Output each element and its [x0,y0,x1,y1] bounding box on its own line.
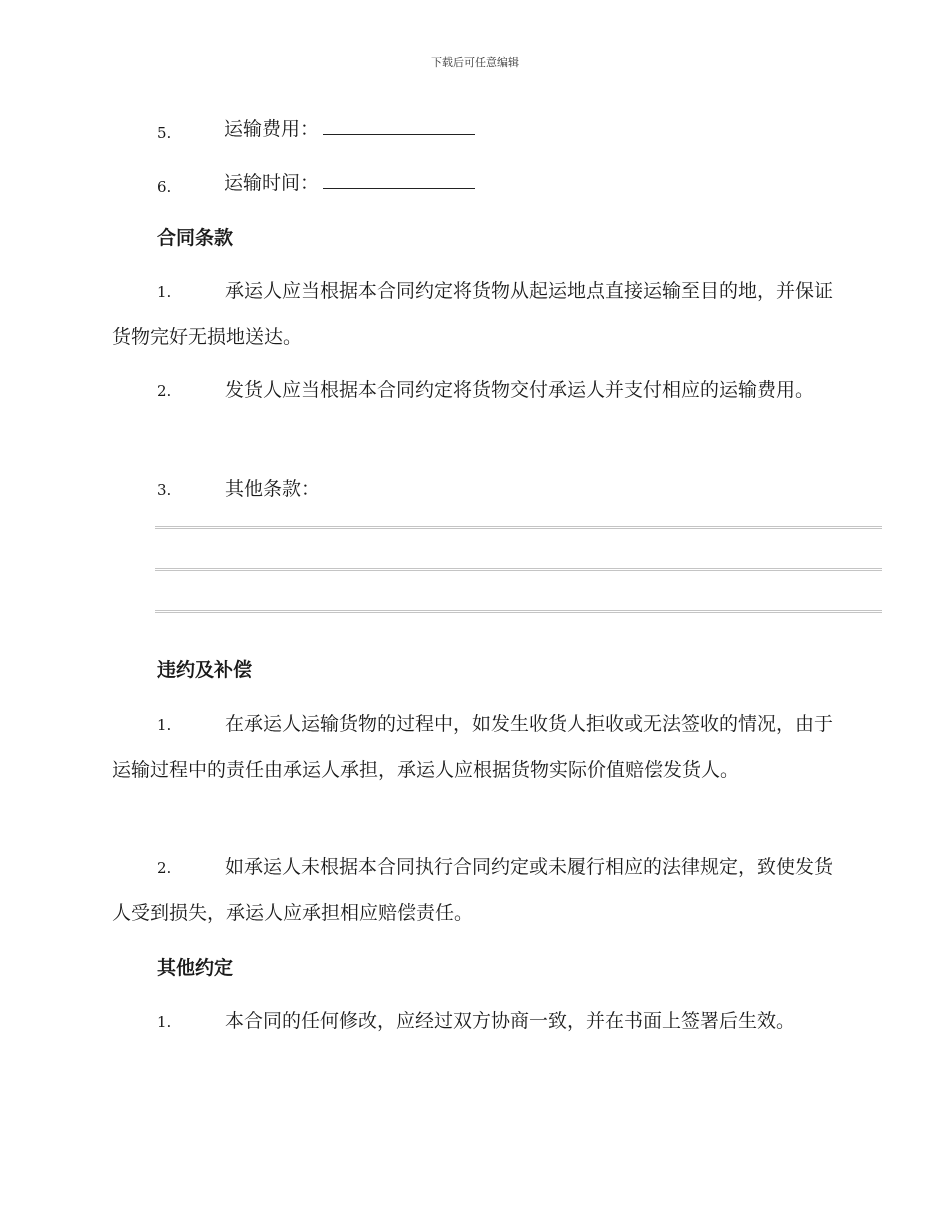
blank-line-1[interactable] [155,526,882,529]
breach-item-1 [112,702,842,793]
header-note: 下载后可任意编辑 [431,56,519,69]
item-number: 1. [157,283,172,301]
field-label: 运输费用： [224,118,320,140]
breach-item-2 [112,845,842,936]
item-number: 2. [157,382,172,400]
section-heading-other: 其他约定 [157,957,234,979]
item-number: 6. [157,178,172,196]
item-text: 如承运人未根据本合同执行合同约定或未履行相应的法律规定，致使发货人受到损失，承运人应承担相应赔偿责任。 [112,856,834,924]
section-heading-terms: 合同条款 [157,227,234,249]
item-text: 其他条款： [225,478,321,500]
section-heading-breach: 违约及补偿 [157,659,253,681]
blank-line-2[interactable] [155,568,882,571]
item-text: 发货人应当根据本合同约定将货物交付承运人并支付相应的运输费用。 [225,379,815,401]
item-text: 承运人应当根据本合同约定将货物从起运地点直接运输至目的地，并保证货物完好无损地送达。 [112,280,834,348]
item-number: 1. [157,716,172,734]
item-number: 5. [157,124,172,142]
terms-item-2 [112,368,842,414]
item-number: 3. [157,481,172,499]
terms-item-1 [112,269,842,360]
fill-in-blank[interactable] [323,172,475,189]
field-label: 运输时间： [224,172,320,194]
terms-item-3 [112,467,842,513]
item-number: 2. [157,859,172,877]
fill-in-blank[interactable] [323,118,475,135]
blank-line-3[interactable] [155,610,882,613]
item-text: 在承运人运输货物的过程中，如发生收货人拒收或无法签收的情况，由于运输过程中的责任由承运人承担，承运人应根据货物实际价值赔偿发货人。 [112,713,834,781]
item-number: 1. [157,1013,172,1031]
other-item-1 [112,999,842,1045]
item-text: 本合同的任何修改，应经过双方协商一致，并在书面上签署后生效。 [225,1010,796,1032]
